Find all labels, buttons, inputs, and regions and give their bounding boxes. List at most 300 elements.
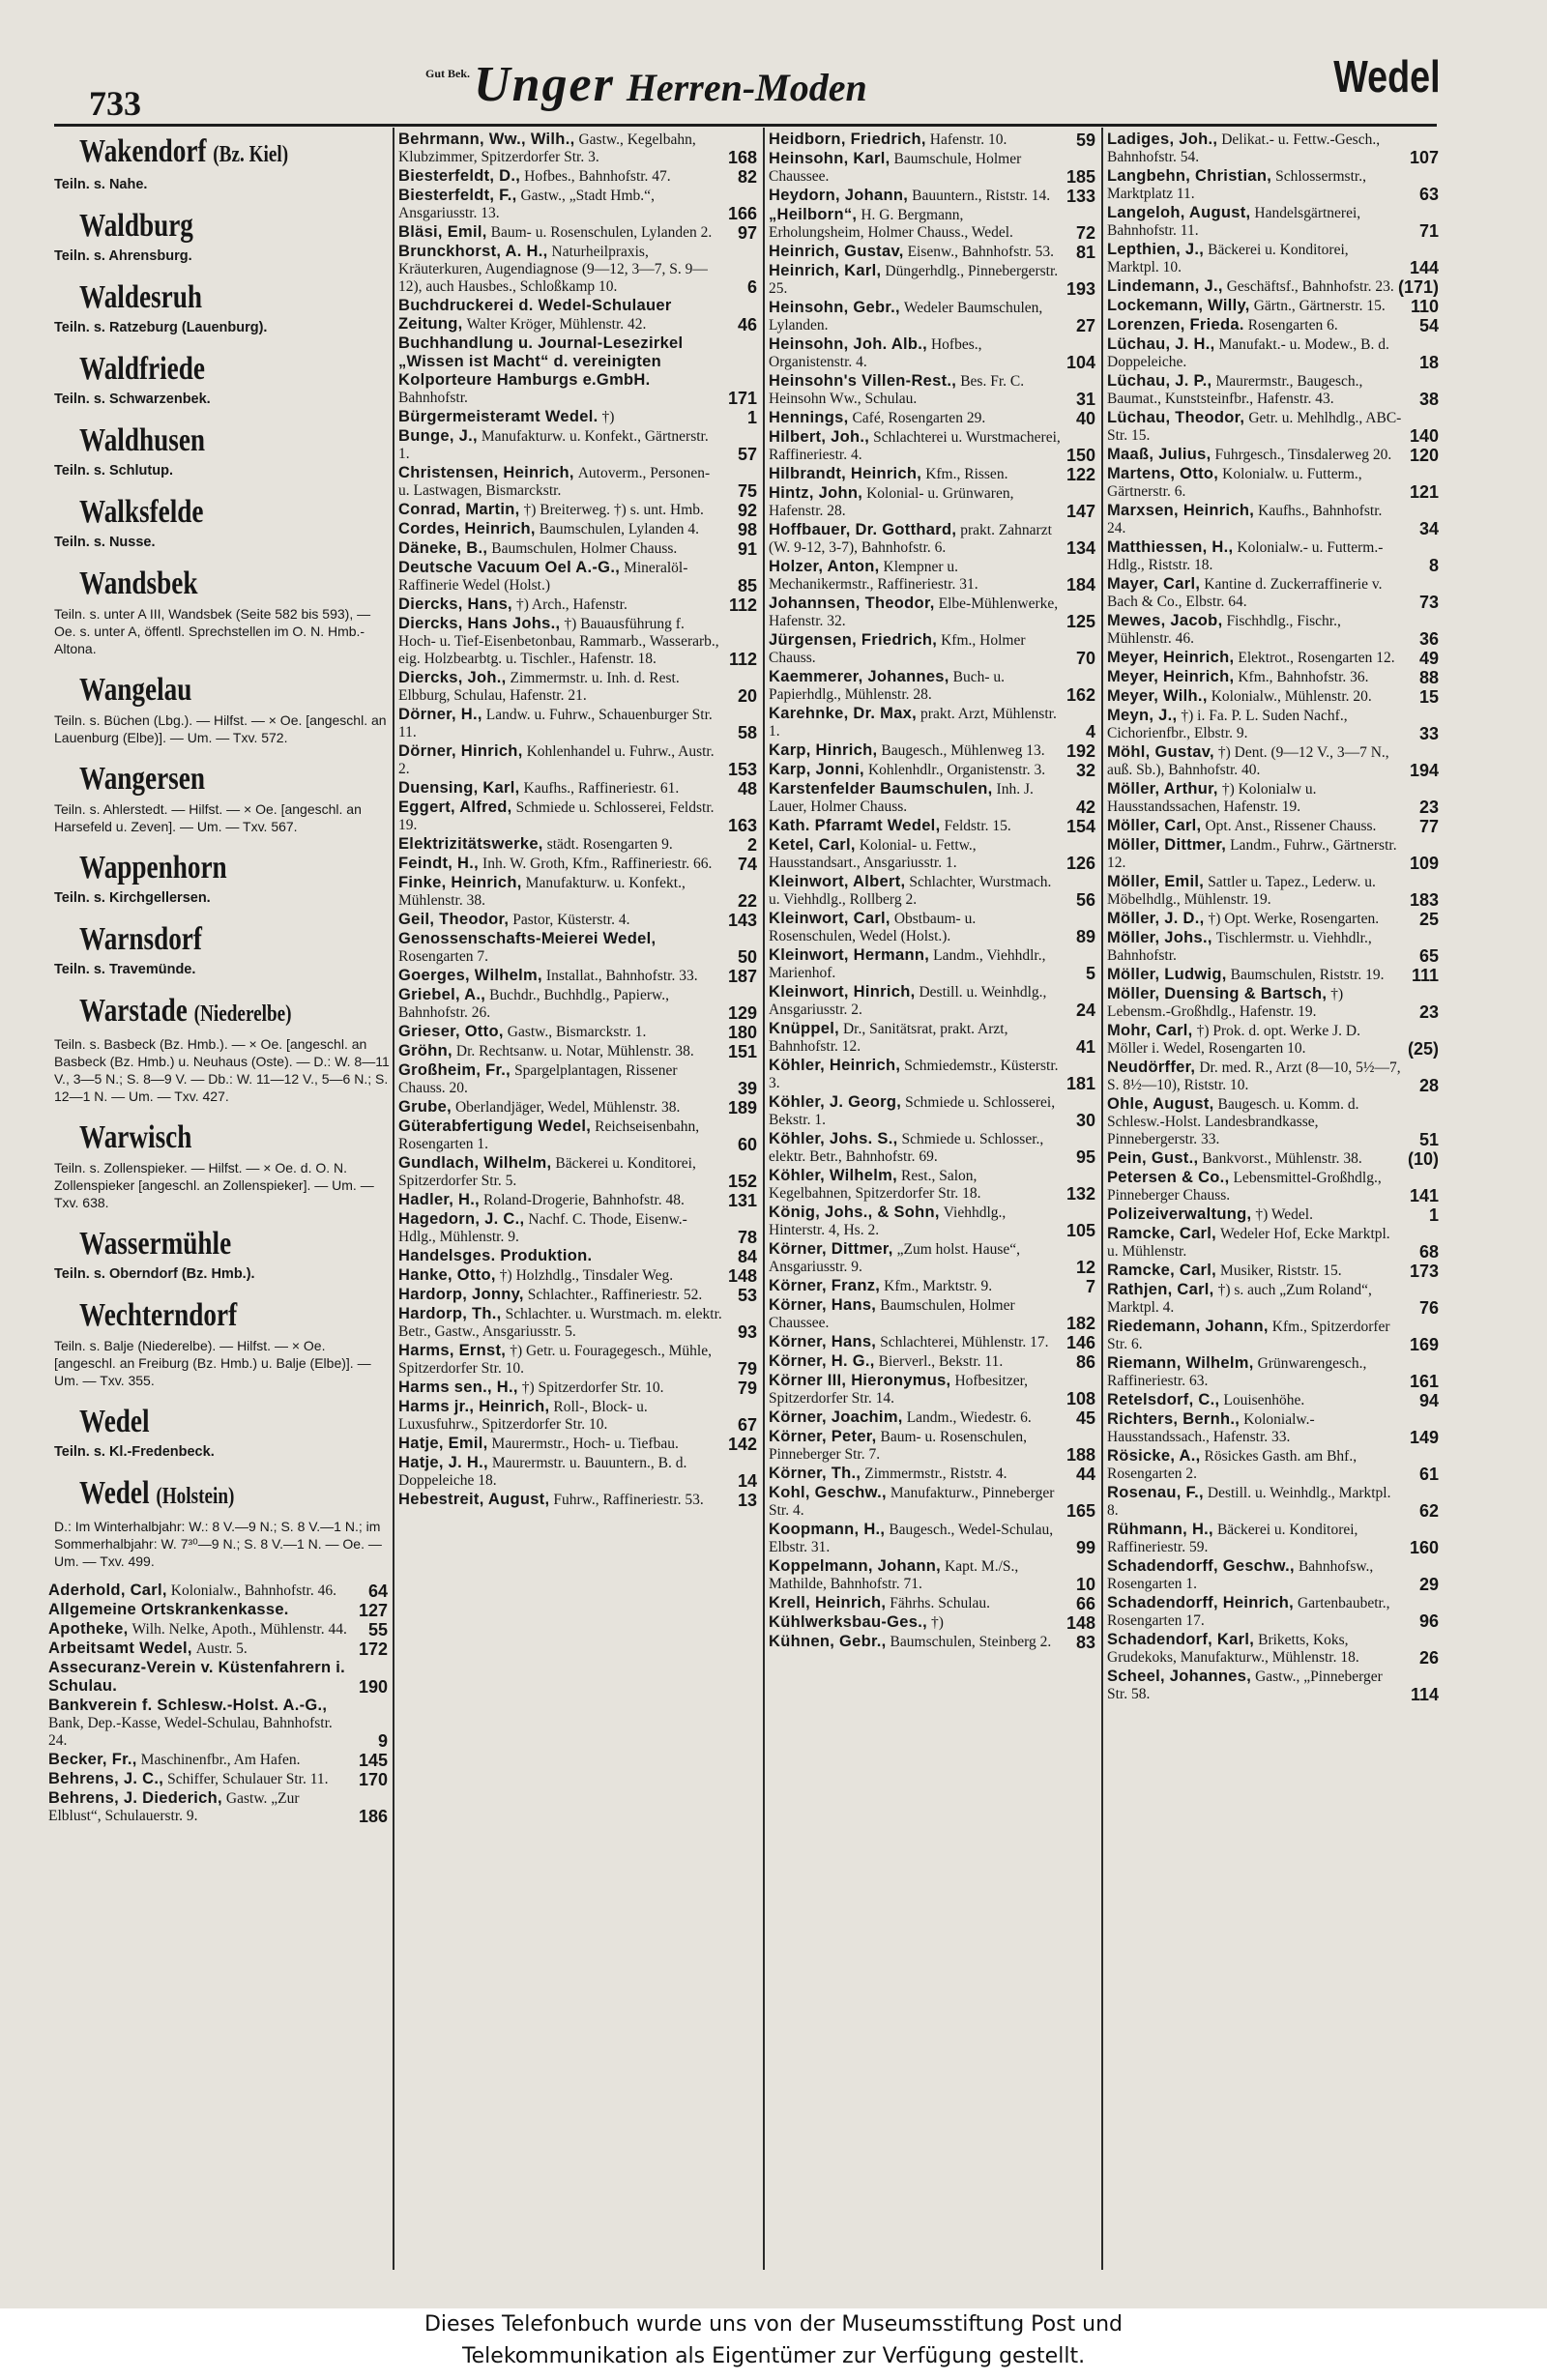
entry-name: Möller, Emil, xyxy=(1107,873,1205,890)
entry-name: Langeloh, August, xyxy=(1107,204,1251,221)
phone-number: 153 xyxy=(727,760,757,779)
directory-entry xyxy=(769,409,1097,427)
entry-detail: Grünwarengesch., Raffineriestr. 63. xyxy=(1107,1355,1367,1389)
phone-number: 68 xyxy=(1418,1242,1439,1262)
phone-number: 45 xyxy=(1075,1408,1095,1428)
entry-detail: Bahnhofsw., Rosengarten 1. xyxy=(1107,1558,1374,1592)
directory-entry xyxy=(1107,297,1441,315)
phone-number: 85 xyxy=(737,576,757,595)
entry-name: Behrens, J. C., xyxy=(48,1770,164,1787)
entry-detail: Mineralöl-Raffinerie Wedel (Holst.) xyxy=(398,560,688,594)
entry-name: Hintz, John, xyxy=(769,484,863,502)
place-title: Waldfriede xyxy=(79,351,205,387)
archive-footer xyxy=(0,2308,1547,2380)
phone-number: 77 xyxy=(1418,817,1439,836)
entry-name: Hilbert, Joh., xyxy=(769,428,870,446)
entry-name: Richters, Bernh., xyxy=(1107,1410,1241,1428)
place-name xyxy=(79,420,328,462)
place-name xyxy=(79,491,328,534)
directory-entry xyxy=(398,1305,759,1341)
entry-name: Behrens, J. Diederich, xyxy=(48,1789,222,1807)
entry-detail: Schmiede u. Schlosserei, Feldstr. 19. xyxy=(398,799,715,833)
entry-name: Däneke, B., xyxy=(398,539,488,557)
directory-entry xyxy=(769,1204,1097,1239)
place-title: Wedel xyxy=(79,1475,150,1511)
place-note: Teiln. s. Nahe. xyxy=(54,177,148,192)
entry-detail: Zimmermstr. u. Inh. d. Rest. Elbburg, Schulau, Hafenstr. 21. xyxy=(398,670,680,704)
directory-entry xyxy=(398,297,759,334)
directory-entry xyxy=(1107,649,1441,667)
place-title: Wedel xyxy=(79,1404,150,1439)
entry-detail: Gärtn., Gärtnerstr. 15. xyxy=(1253,298,1386,314)
phone-number: 193 xyxy=(1065,279,1095,299)
directory-entry xyxy=(769,1352,1097,1371)
directory-entry xyxy=(398,1210,759,1246)
entry-name: Schadendorff, Geschw., xyxy=(1107,1557,1295,1575)
entry-detail: Maschinenfbr., Am Hafen. xyxy=(140,1752,301,1768)
entry-name: Heinrich, Karl, xyxy=(769,262,882,279)
phone-number: 131 xyxy=(727,1191,757,1210)
place-qualifier: (Holstein) xyxy=(156,1484,235,1509)
entry-name: Neudörffer, xyxy=(1107,1059,1196,1076)
entry-detail: Kfm., Spitzerdorfer Str. 6. xyxy=(1107,1319,1390,1352)
entry-detail: Autoverm., Personen- u. Lastwagen, Bismarckstr. xyxy=(398,465,711,499)
phone-number: 186 xyxy=(358,1807,388,1826)
directory-entry xyxy=(48,1620,390,1639)
phone-number: 54 xyxy=(1418,316,1439,335)
entry-detail: Buch- u. Papierhdlg., Mühlenstr. 28. xyxy=(769,669,1006,703)
place-note: Teiln. s. Kirchgellersen. xyxy=(54,890,211,906)
phone-number: 120 xyxy=(1409,446,1439,465)
entry-detail: Manufakturw., Pinneberger Str. 4. xyxy=(769,1485,1055,1519)
directory-entry xyxy=(1107,241,1441,276)
phone-number: 127 xyxy=(358,1601,388,1620)
entry-detail: Manufakt.- u. Modew., B. d. Doppeleiche. xyxy=(1107,336,1389,370)
phone-number: 161 xyxy=(1409,1372,1439,1391)
entry-name: König, Johs., & Sohn, xyxy=(769,1204,940,1221)
directory-entry xyxy=(398,1154,759,1190)
directory-entry xyxy=(1107,1484,1441,1520)
directory-entry xyxy=(398,464,759,500)
place-note: Teiln. s. Büchen (Lbg.). — Hilfst. — × Oe. [angeschl. an Lauenburg (Elbe)]. — Um. — Txv. 572. xyxy=(54,712,387,745)
directory-column-1 xyxy=(48,131,390,2272)
phone-number: 22 xyxy=(737,891,757,911)
place-block xyxy=(48,758,390,835)
entry-name: Mewes, Jacob, xyxy=(1107,612,1223,629)
entry-detail: Bäckerei u. Konditorei, Spitzerdorfer Str. 5. xyxy=(398,1155,696,1189)
directory-entry xyxy=(398,559,759,595)
phone-number: 168 xyxy=(727,148,757,167)
place-name xyxy=(79,1472,328,1518)
phone-number: 33 xyxy=(1418,724,1439,743)
entry-name: Kleinwort, Carl, xyxy=(769,910,890,927)
entry-detail: †) Lebensm.-Großhdlg., Hafenstr. 19. xyxy=(1107,986,1344,1020)
entry-detail: Bauuntern., Riststr. 14. xyxy=(912,188,1051,204)
phone-number: 194 xyxy=(1409,761,1439,780)
column-divider xyxy=(1101,128,1103,2270)
place-name xyxy=(79,1117,328,1159)
entry-name: Brunckhorst, A. H., xyxy=(398,243,548,260)
place-note: D.: Im Winterhalbjahr: W.: 8 V.—9 N.; S. 8 V.—1 N.; im Sommerhalbjahr: W. 7³⁰—9 N.; S. 8 V.—1 N. — Oe. — Um. — Txv. 499. xyxy=(54,1519,382,1569)
phone-number: 160 xyxy=(1409,1538,1439,1557)
place-note: Teiln. s. unter A III, Wandsbek (Seite 582 bis 593), — Oe. s. unter A, öffentl. Sprechstellen im O. N. Hmb.-Altona. xyxy=(54,606,371,656)
directory-entry xyxy=(769,761,1097,779)
entry-name: Heinrich, Gustav, xyxy=(769,243,904,260)
phone-number: 36 xyxy=(1418,629,1439,649)
directory-entry xyxy=(398,930,759,966)
entry-detail: Kolonial- u. Grünwaren, Hafenstr. 28. xyxy=(769,485,1014,519)
directory-entry xyxy=(1107,538,1441,574)
entry-name: Griebel, A., xyxy=(398,986,486,1003)
place-title: Wangelau xyxy=(79,672,192,708)
directory-entry xyxy=(398,1191,759,1209)
entry-detail: Kfm., Bahnhofstr. 36. xyxy=(1238,669,1369,685)
directory-entry xyxy=(398,1491,759,1509)
entry-detail: Landm., Fuhrw., Gärtnerstr. 12. xyxy=(1107,837,1397,871)
entry-detail: Louisenhöhe. xyxy=(1223,1392,1305,1408)
phone-number: 76 xyxy=(1418,1298,1439,1318)
entry-name: Knüppel, xyxy=(769,1020,839,1037)
directory-entry xyxy=(769,817,1097,835)
phone-number: 24 xyxy=(1075,1001,1095,1020)
place-name xyxy=(79,847,328,889)
entry-name: Heydorn, Johann, xyxy=(769,187,909,204)
directory-entry xyxy=(398,855,759,873)
entry-detail: Kohlenhdlr., Organistenstr. 3. xyxy=(867,762,1046,778)
phone-number: 78 xyxy=(737,1228,757,1247)
place-block xyxy=(48,1401,390,1461)
entry-name: Heinsohn, Gebr., xyxy=(769,299,900,316)
directory-entry xyxy=(1107,204,1441,240)
place-name xyxy=(79,1223,328,1265)
phone-number: 2 xyxy=(746,835,757,855)
phone-number: 150 xyxy=(1065,446,1095,465)
entry-name: Grieser, Otto, xyxy=(398,1023,504,1040)
entry-name: Körner, Peter, xyxy=(769,1428,877,1445)
directory-entry xyxy=(1107,929,1441,965)
directory-entry xyxy=(398,1342,759,1378)
phone-number: 79 xyxy=(737,1379,757,1398)
entry-detail: Schmiede u. Schlosserei, Bekstr. 1. xyxy=(769,1094,1056,1128)
entry-detail: Fischhdlg., Fischr., Mühlenstr. 46. xyxy=(1107,613,1341,647)
entry-name: Martens, Otto, xyxy=(1107,465,1219,482)
entry-detail: Elbe-Mühlenwerke, Hafenstr. 32. xyxy=(769,595,1059,629)
entry-name: Mayer, Carl, xyxy=(1107,575,1201,593)
phone-number: 62 xyxy=(1418,1501,1439,1521)
place-title: Wandsbek xyxy=(79,566,198,601)
directory-entry xyxy=(769,1557,1097,1593)
entry-detail: Destill. u. Weinhdlg., Marktpl. 8. xyxy=(1107,1485,1391,1519)
entry-detail: †) s. auch „Zum Roland“, Marktpl. 4. xyxy=(1107,1282,1372,1316)
directory-entry xyxy=(1107,687,1441,706)
entry-detail: Baumschulen, Holmer Chauss. xyxy=(491,540,678,557)
directory-entry xyxy=(398,1379,759,1397)
phone-number: 57 xyxy=(737,445,757,464)
entry-detail: †) Opt. Werke, Rosengarten. xyxy=(1208,911,1380,927)
directory-entry xyxy=(1107,612,1441,648)
place-name xyxy=(79,758,328,800)
phone-number: 98 xyxy=(737,520,757,539)
phone-number: 63 xyxy=(1418,185,1439,204)
entry-detail: Feldstr. 15. xyxy=(944,818,1011,834)
entry-detail: Baumschulen, Riststr. 19. xyxy=(1230,967,1385,983)
entry-name: Retelsdorf, C., xyxy=(1107,1391,1220,1408)
directory-entry xyxy=(398,1398,759,1434)
phone-number: 188 xyxy=(1065,1445,1095,1465)
entry-detail: Landw. u. Fuhrw., Schauenburger Str. 11. xyxy=(398,707,713,740)
phone-number: 44 xyxy=(1075,1465,1095,1484)
phone-number: 112 xyxy=(728,650,757,669)
phone-number: 108 xyxy=(1065,1389,1095,1408)
entry-name: Bunge, J., xyxy=(398,427,478,445)
entry-name: Karp, Jonni, xyxy=(769,761,864,778)
directory-entry xyxy=(398,911,759,929)
place-name xyxy=(79,348,328,391)
entry-name: Koppelmann, Johann, xyxy=(769,1557,942,1575)
phone-number: 26 xyxy=(1418,1648,1439,1668)
directory-entry xyxy=(1107,409,1441,445)
phone-number: 48 xyxy=(737,779,757,798)
directory-entry xyxy=(769,946,1097,982)
phone-number: 1 xyxy=(1428,1205,1439,1225)
directory-entry xyxy=(1107,1059,1441,1094)
entry-name: Pein, Gust., xyxy=(1107,1149,1199,1167)
phone-number: 74 xyxy=(737,855,757,874)
phone-number: 154 xyxy=(1065,817,1095,836)
entry-name: Geil, Theodor, xyxy=(398,911,510,928)
directory-entry xyxy=(769,206,1097,242)
phone-number: 143 xyxy=(727,911,757,930)
entry-name: Kühlwerksbau-Ges., xyxy=(769,1613,928,1631)
entry-detail: Dr., Sanitätsrat, prakt. Arzt, Bahnhofstr. 12. xyxy=(769,1021,1008,1055)
directory-entry xyxy=(769,1521,1097,1556)
entry-detail: Maurermstr., Hoch- u. Tiefbau. xyxy=(491,1436,679,1452)
directory-entry xyxy=(398,1061,759,1097)
entry-detail: Naturheilpraxis, Kräuterkuren, Augendiagnose (9—12, 3—7, S. 9—12), auch Hausbes., Schloßkamp 10. xyxy=(398,244,708,295)
phone-number: 152 xyxy=(727,1172,757,1191)
directory-entry xyxy=(769,187,1097,205)
entry-name: Biesterfeldt, D., xyxy=(398,167,521,185)
directory-entry xyxy=(1107,707,1441,742)
phone-number: 73 xyxy=(1418,593,1439,612)
entry-detail: Gastw., Bismarckstr. 1. xyxy=(507,1024,647,1040)
entry-detail: Schiffer, Schulauer Str. 11. xyxy=(167,1771,329,1787)
entry-detail: Baum- u. Rosenschulen, Lylanden 2. xyxy=(490,224,713,241)
phone-number: 30 xyxy=(1075,1111,1095,1130)
directory-entry xyxy=(398,615,759,668)
entry-name: Diercks, Hans Johs., xyxy=(398,615,561,632)
entry-name: Möller, Dittmer, xyxy=(1107,836,1227,854)
entry-name: Harms, Ernst, xyxy=(398,1342,507,1359)
directory-entry xyxy=(769,780,1097,816)
directory-entry xyxy=(398,874,759,910)
entry-name: Möhl, Gustav, xyxy=(1107,743,1214,761)
phone-number: 56 xyxy=(1075,890,1095,910)
directory-entry xyxy=(398,1117,759,1153)
entry-detail: „Zum holst. Hause“, Ansgariusstr. 9. xyxy=(769,1241,1021,1275)
place-block xyxy=(48,491,390,551)
entry-detail: Wilh. Nelke, Apoth., Mühlenstr. 44. xyxy=(131,1621,347,1638)
entry-name: Karehnke, Dr. Max, xyxy=(769,705,918,722)
entry-detail: Hofbesitzer, Spitzerdorfer Str. 14. xyxy=(769,1373,1029,1407)
phone-number: 134 xyxy=(1065,538,1095,558)
directory-entry xyxy=(398,131,759,166)
directory-entry xyxy=(769,131,1097,149)
directory-entry xyxy=(1107,1668,1441,1703)
entry-name: Harms sen., H., xyxy=(398,1379,518,1396)
entry-detail: Kaufhs., Raffineriestr. 61. xyxy=(523,780,680,797)
entry-name: Eggert, Alfred, xyxy=(398,798,512,816)
place-name xyxy=(79,1294,328,1337)
phone-number: 121 xyxy=(1409,482,1439,502)
phone-number: 129 xyxy=(727,1003,757,1023)
phone-number: 66 xyxy=(1075,1594,1095,1613)
directory-entry xyxy=(769,150,1097,186)
phone-number: 185 xyxy=(1065,167,1095,187)
entry-detail: H. G. Bergmann, Erholungsheim, Holmer Chauss., Wedel. xyxy=(769,207,1013,241)
phone-number: 151 xyxy=(727,1042,757,1061)
directory-entry xyxy=(769,1093,1097,1129)
entry-name: Conrad, Martin, xyxy=(398,501,520,518)
entry-name: „Heilborn“, xyxy=(769,206,858,223)
entry-detail: Schlachter., Raffineriestr. 52. xyxy=(527,1287,703,1303)
entry-name: Hardorp, Jonny, xyxy=(398,1286,524,1303)
phone-number: 104 xyxy=(1065,353,1095,372)
entry-detail: †) i. Fa. P. L. Suden Nachf., Cichorienfbr., Elbstr. 9. xyxy=(1107,708,1348,741)
entry-name: Möller, J. D., xyxy=(1107,910,1205,927)
phone-number: 110 xyxy=(1410,297,1439,316)
directory-entry xyxy=(769,1484,1097,1520)
entry-name: Köhler, Wilhelm, xyxy=(769,1167,898,1184)
entry-name: Hebestreit, August, xyxy=(398,1491,550,1508)
phone-number: 105 xyxy=(1065,1221,1095,1240)
phone-number: 39 xyxy=(737,1079,757,1098)
directory-entry xyxy=(48,1789,390,1825)
entry-name: Lepthien, J., xyxy=(1107,241,1205,258)
directory-entry xyxy=(398,1435,759,1453)
ad-brand: Unger xyxy=(474,57,615,112)
place-title: Wakendorf xyxy=(79,133,207,169)
place-note: Teiln. s. Travemünde. xyxy=(54,962,196,977)
entry-name: Gröhn, xyxy=(398,1042,452,1059)
directory-entry xyxy=(1107,985,1441,1021)
directory-entry xyxy=(769,631,1097,667)
place-block xyxy=(48,918,390,978)
directory-entry xyxy=(398,706,759,741)
entry-name: Kühnen, Gebr., xyxy=(769,1633,887,1650)
entry-name: Bläsi, Emil, xyxy=(398,223,487,241)
entry-detail: Manufakturw. u. Konfekt., Mühlenstr. 38. xyxy=(398,875,686,909)
entry-detail: Manufakturw. u. Konfekt., Gärtnerstr. 1. xyxy=(398,428,709,462)
place-block xyxy=(48,348,390,408)
entry-detail: Hofbes., Organistenstr. 4. xyxy=(769,336,982,370)
directory-entry xyxy=(1107,316,1441,334)
directory-entry xyxy=(769,484,1097,520)
entry-name: Kleinwort, Hermann, xyxy=(769,946,930,964)
entry-name: Dörner, Hinrich, xyxy=(398,742,523,760)
directory-entry xyxy=(398,1042,759,1060)
directory-column-4 xyxy=(1107,131,1441,2272)
entry-detail: Eisenw., Bahnhofstr. 53. xyxy=(907,244,1054,260)
directory-entry xyxy=(1107,817,1441,835)
phone-number: 114 xyxy=(1410,1685,1439,1704)
phone-number: 25 xyxy=(1418,910,1439,929)
place-title: Walksfelde xyxy=(79,494,204,530)
entry-name: Ketel, Carl, xyxy=(769,836,856,854)
directory-entry xyxy=(769,372,1097,408)
entry-detail: †) Arch., Hafenstr. xyxy=(515,596,628,613)
directory-entry xyxy=(769,1408,1097,1427)
directory-entry xyxy=(48,1601,390,1619)
directory-entry xyxy=(769,595,1097,630)
directory-entry xyxy=(1107,465,1441,501)
entry-name: Rösicke, A., xyxy=(1107,1447,1201,1465)
phone-number: 163 xyxy=(727,816,757,835)
entry-name: Körner, Hans, xyxy=(769,1333,877,1350)
phone-number: 125 xyxy=(1065,612,1095,631)
entry-detail: Handelsgärtnerei, Bahnhofstr. 11. xyxy=(1107,205,1361,239)
directory-entry xyxy=(398,742,759,778)
directory-entry xyxy=(1107,910,1441,928)
entry-name: Petersen & Co., xyxy=(1107,1169,1230,1186)
phone-number: 132 xyxy=(1065,1184,1095,1204)
phone-number: 189 xyxy=(727,1098,757,1117)
entry-detail: Dr. Rechtsanw. u. Notar, Mühlenstr. 38. xyxy=(455,1043,694,1059)
phone-number: 170 xyxy=(358,1770,388,1789)
phone-number: 192 xyxy=(1065,741,1095,761)
entry-detail: Kantine d. Zuckerraffinerie v. Bach & Co., Elbstr. 64. xyxy=(1107,576,1383,610)
entry-detail: Gastw., „Stadt Hmb.“, Ansgariusstr. 13. xyxy=(398,188,655,221)
entries-list xyxy=(48,1582,390,1825)
phone-number: 10 xyxy=(1075,1575,1095,1594)
directory-entry xyxy=(769,836,1097,872)
place-qualifier: (Bz. Kiel) xyxy=(213,142,289,167)
entry-detail: Austr. 5. xyxy=(195,1640,248,1657)
directory-entry xyxy=(1107,1631,1441,1667)
phone-number: 67 xyxy=(737,1415,757,1435)
entry-name: Meyer, Heinrich, xyxy=(1107,649,1235,666)
entry-name: Köhler, Heinrich, xyxy=(769,1057,901,1074)
entry-name: Köhler, Johs. S., xyxy=(769,1130,898,1147)
entry-detail: Delikat.- u. Fettw.-Gesch., Bahnhofstr. 54. xyxy=(1107,131,1381,165)
place-note: Teiln. s. Schwarzenbek. xyxy=(54,392,211,407)
place-block xyxy=(48,1117,390,1211)
entry-name: Ramcke, Carl, xyxy=(1107,1225,1217,1242)
entries-list xyxy=(769,131,1097,1651)
place-title: Wechterndorf xyxy=(79,1297,238,1333)
entry-name: Heinsohn's Villen-Rest., xyxy=(769,372,957,390)
entry-detail: Dr. med. R., Arzt (8—10, 5½—7, S. 8½—10), Riststr. 10. xyxy=(1107,1059,1401,1093)
phone-number: 31 xyxy=(1075,390,1095,409)
directory-entry xyxy=(769,705,1097,740)
directory-entry xyxy=(1107,873,1441,909)
entry-name: Güterabfertigung Wedel, xyxy=(398,1117,592,1135)
entry-name: Rathjen, Carl, xyxy=(1107,1281,1214,1298)
place-note: Teiln. s. Kl.-Fredenbeck. xyxy=(54,1444,215,1460)
directory-entry xyxy=(398,1098,759,1117)
directory-entry xyxy=(1107,1281,1441,1317)
entry-name: Hagedorn, J. C., xyxy=(398,1210,525,1228)
phone-number: 145 xyxy=(358,1751,388,1770)
place-block xyxy=(48,847,390,907)
entry-detail: †) xyxy=(601,409,615,425)
entry-detail: Viehhdlg., Hinterstr. 4, Hs. 2. xyxy=(769,1205,1007,1238)
place-note: Teiln. s. Zollenspieker. — Hilfst. — × Oe. d. O. N. Zollenspieker [angeschl. an Zollenspieker]. — Um. — Txv. 638. xyxy=(54,1160,374,1210)
entry-detail: †) Getr. u. Fouragegesch., Mühle, Spitzerdorfer Str. 10. xyxy=(398,1343,712,1377)
entry-detail: Fährhs. Schulau. xyxy=(890,1595,991,1611)
entry-name: Harms jr., Heinrich, xyxy=(398,1398,550,1415)
phone-number: 165 xyxy=(1065,1501,1095,1521)
